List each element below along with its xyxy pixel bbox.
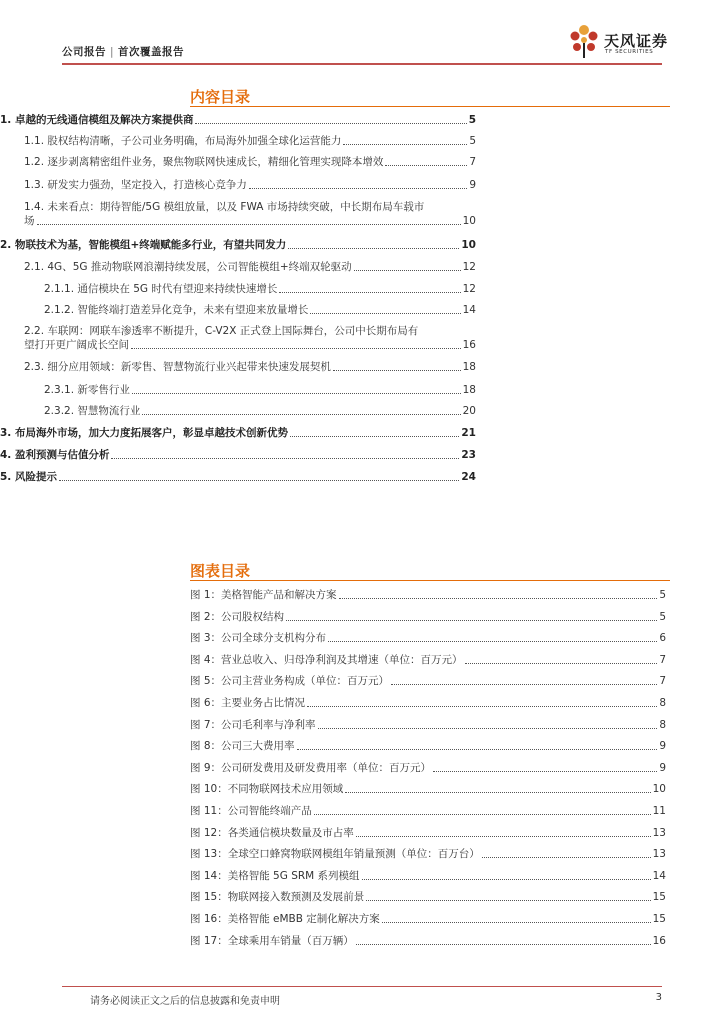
figure-page-number: 7 — [659, 653, 666, 666]
figure-page-number: 13 — [652, 848, 666, 861]
toc-entry[interactable] — [0, 383, 476, 397]
report-type: 公司报告 — [62, 46, 106, 58]
toc-entry-text: 1.4. 未来看点：期待智能/5G 模组放量，以及 FWA 市场持续突破，中长期布局车载市 — [24, 201, 425, 213]
toc-page-number: 10 — [461, 239, 476, 251]
figure-entry[interactable] — [190, 934, 666, 948]
toc-entry[interactable] — [0, 448, 476, 462]
toc-entry-text: 4. 盈利预测与估值分析 — [0, 449, 110, 461]
logo-chinese-name: 天风证券 — [604, 32, 669, 50]
toc-page-number: 5 — [468, 114, 476, 126]
toc-page-number: 18 — [462, 384, 476, 396]
figure-entry-text: 图 4：营业总收入、归母净利润及其增速（单位：百万元） — [190, 653, 463, 666]
toc-entry[interactable] — [0, 260, 476, 274]
figure-page-number: 9 — [659, 740, 666, 753]
figure-dot-leader — [482, 857, 651, 858]
toc-entry-text: 1.2. 逐步剥离精密组件业务，聚焦物联网快速成长，精细化管理实现降本增效 — [24, 156, 384, 168]
toc-entry[interactable] — [0, 470, 476, 484]
toc-page-number: 9 — [469, 179, 476, 191]
header-divider — [62, 63, 662, 65]
toc-entry-text-continued: 望打开更广阔成长空间 — [24, 339, 129, 351]
toc-entry[interactable] — [0, 426, 476, 440]
figure-entry[interactable] — [190, 869, 666, 883]
figure-entry[interactable] — [190, 912, 666, 926]
figure-entry-text: 图 12：各类通信模块数量及市占率 — [190, 826, 354, 839]
figure-entry-text: 图 8：公司三大费用率 — [190, 740, 295, 753]
figure-dot-leader — [314, 814, 651, 815]
figure-page-number: 16 — [652, 934, 666, 947]
figure-page-number: 8 — [659, 718, 666, 731]
figure-entry-text: 图 5：公司主营业务构成（单位：百万元） — [190, 675, 390, 688]
figure-dot-leader — [339, 598, 658, 599]
toc-dot-leader — [37, 224, 461, 225]
figure-page-number: 15 — [652, 891, 666, 904]
toc-entry-text: 2. 物联技术为基，智能模组+终端赋能多行业，有望共同发力 — [0, 239, 287, 251]
toc-entry[interactable] — [0, 178, 476, 192]
figure-entry-text: 图 16：美格智能 eMBB 定制化解决方案 — [190, 913, 380, 925]
figure-dot-leader — [356, 944, 651, 945]
toc-page-number: 14 — [462, 304, 476, 316]
figure-dot-leader — [307, 706, 657, 707]
figure-entry[interactable] — [190, 739, 666, 753]
figure-entry-text: 图 1：美格智能产品和解决方案 — [190, 589, 337, 601]
toc-entry[interactable] — [0, 134, 476, 148]
toc-entry-text: 2.3. 细分应用领域：新零售、智慧物流行业兴起带来快速发展契机 — [24, 361, 331, 373]
toc-entry-text: 1. 卓越的无线通信模组及解决方案提供商 — [0, 114, 194, 126]
toc-page-number: 20 — [462, 405, 476, 417]
figure-page-number: 9 — [659, 761, 666, 774]
figure-entry[interactable] — [190, 631, 666, 645]
toc-dot-leader — [131, 348, 461, 349]
toc-entry-text: 2.2. 车联网：网联车渗透率不断提升，C-V2X 正式登上国际舞台，公司中长期布局有 — [24, 325, 419, 337]
toc-entry-text: 1.3. 研发实力强劲，坚定投入，打造核心竞争力 — [24, 179, 247, 191]
toc-entry[interactable] — [0, 360, 476, 374]
toc-dot-leader — [132, 393, 461, 394]
figure-page-number: 11 — [652, 805, 666, 817]
toc-page-number: 21 — [461, 427, 476, 439]
toc-entry[interactable] — [0, 324, 476, 352]
toc-entry-text: 2.3.2. 智慧物流行业 — [44, 405, 141, 417]
toc-page-number: 23 — [461, 449, 476, 461]
figure-page-number: 6 — [659, 632, 666, 645]
figure-dot-leader — [391, 684, 657, 685]
figure-entry-text: 图 14：美格智能 5G SRM 系列模组 — [190, 869, 360, 882]
figures-title-underline — [190, 580, 670, 581]
figure-entry[interactable] — [190, 847, 666, 861]
toc-page-number: 12 — [462, 283, 476, 295]
figure-entry[interactable] — [190, 588, 666, 602]
figure-dot-leader — [362, 879, 651, 880]
toc-entry-text: 3. 布局海外市场，加大力度拓展客户，彰显卓越技术创新优势 — [0, 427, 288, 439]
figure-entry-text: 图 7：公司毛利率与净利率 — [190, 718, 316, 731]
figure-dot-leader — [318, 728, 658, 729]
figure-entry-text: 图 2：公司股权结构 — [190, 610, 285, 623]
toc-entry-text: 5. 风险提示 — [0, 471, 57, 483]
figure-page-number: 13 — [652, 826, 666, 839]
report-subtype: 首次覆盖报告 — [118, 46, 185, 58]
toc-entry[interactable] — [0, 155, 476, 169]
toc-page-number: 18 — [462, 361, 476, 373]
figure-entry[interactable] — [190, 674, 666, 688]
toc-dot-leader — [249, 188, 467, 189]
tf-securities-logo — [567, 22, 667, 62]
toc-entry[interactable] — [0, 200, 476, 228]
toc-dot-leader — [59, 480, 459, 481]
toc-dot-leader — [195, 123, 466, 124]
toc-title: 内容目录 — [190, 88, 251, 106]
figure-dot-leader — [366, 900, 650, 901]
toc-dot-leader — [385, 165, 467, 166]
figure-entry[interactable] — [190, 890, 666, 904]
figure-dot-leader — [286, 620, 657, 621]
figure-page-number: 5 — [659, 610, 666, 623]
toc-entry[interactable] — [0, 282, 476, 296]
toc-page-number: 12 — [462, 261, 476, 273]
toc-dot-leader — [142, 414, 460, 415]
toc-page-number: 7 — [469, 156, 476, 168]
toc-page-number: 24 — [461, 471, 476, 483]
toc-entry-text-continued: 场 — [24, 215, 35, 227]
logo-english-name: TF SECURITIES — [605, 49, 654, 55]
figure-entry-text: 图 11：公司智能终端产品 — [190, 805, 312, 817]
toc-entry-text: 2.3.1. 新零售行业 — [44, 384, 130, 396]
figure-entry[interactable] — [190, 761, 666, 775]
toc-dot-leader — [111, 458, 459, 459]
figures-title: 图表目录 — [190, 562, 251, 580]
toc-entry[interactable] — [0, 113, 476, 127]
figure-entry-text: 图 10：不同物联网技术应用领域 — [190, 783, 344, 796]
figure-page-number: 7 — [659, 675, 666, 688]
figure-page-number: 5 — [659, 589, 666, 601]
figure-dot-leader — [345, 792, 650, 793]
toc-page-number: 16 — [462, 339, 476, 351]
toc-dot-leader — [354, 270, 461, 271]
page-header — [0, 0, 724, 70]
figure-entry-text: 图 17：全球乘用车销量（百万辆） — [190, 934, 354, 947]
flower-logo-icon — [567, 22, 601, 60]
toc-title-underline — [190, 106, 670, 107]
figure-entry[interactable] — [190, 653, 666, 667]
figure-dot-leader — [297, 749, 658, 750]
figure-entry[interactable] — [190, 826, 666, 840]
toc-entry-text: 2.1.1. 通信模块在 5G 时代有望迎来持续快速增长 — [44, 283, 278, 295]
figure-entry-text: 图 9：公司研发费用及研发费用率（单位：百万元） — [190, 761, 432, 774]
header-report-type — [62, 44, 184, 59]
page-number: 3 — [655, 992, 662, 1003]
header-separator: | — [110, 46, 115, 58]
toc-entry[interactable] — [0, 238, 476, 252]
toc-dot-leader — [310, 313, 460, 314]
figure-entry-text: 图 3：公司全球分支机构分布 — [190, 632, 327, 645]
toc-dot-leader — [290, 436, 459, 437]
toc-page-number: 10 — [462, 215, 476, 227]
figure-entry[interactable] — [190, 610, 666, 624]
toc-entry-text: 2.1. 4G、5G 推动物联网浪潮持续发展，公司智能模组+终端双轮驱动 — [24, 261, 352, 273]
figure-dot-leader — [465, 663, 658, 664]
toc-entry[interactable] — [0, 303, 476, 317]
figure-page-number: 8 — [659, 697, 666, 709]
footer-disclaimer: 请务必阅读正文之后的信息披露和免责申明 — [90, 996, 280, 1007]
figure-entry[interactable] — [190, 696, 666, 710]
toc-dot-leader — [279, 292, 460, 293]
figure-page-number: 14 — [652, 869, 666, 882]
toc-dot-leader — [343, 144, 467, 145]
toc-dot-leader — [288, 248, 459, 249]
toc-entry[interactable] — [0, 404, 476, 418]
figure-entry[interactable] — [190, 718, 666, 732]
figure-entry-text: 图 15：物联网接入数预测及发展前景 — [190, 891, 365, 904]
figure-page-number: 15 — [652, 913, 666, 925]
toc-dot-leader — [333, 370, 461, 371]
figure-dot-leader — [328, 641, 657, 642]
toc-entry-text: 1.1. 股权结构清晰，子公司业务明确，布局海外加强全球化运营能力 — [24, 135, 342, 147]
figure-entry-text: 图 13：全球空口蜂窝物联网模组年销量预测（单位：百万台） — [190, 848, 480, 861]
toc-page-number: 5 — [469, 135, 476, 147]
figure-entry[interactable] — [190, 782, 666, 796]
figure-entry[interactable] — [190, 804, 666, 818]
figure-entry-text: 图 6：主要业务占比情况 — [190, 697, 306, 709]
figure-dot-leader — [356, 836, 651, 837]
figure-page-number: 10 — [652, 783, 666, 796]
footer-divider — [62, 986, 662, 987]
figure-dot-leader — [433, 771, 657, 772]
figure-dot-leader — [382, 922, 651, 923]
toc-entry-text: 2.1.2. 智能终端打造差异化竞争，未来有望迎来放量增长 — [44, 304, 309, 316]
